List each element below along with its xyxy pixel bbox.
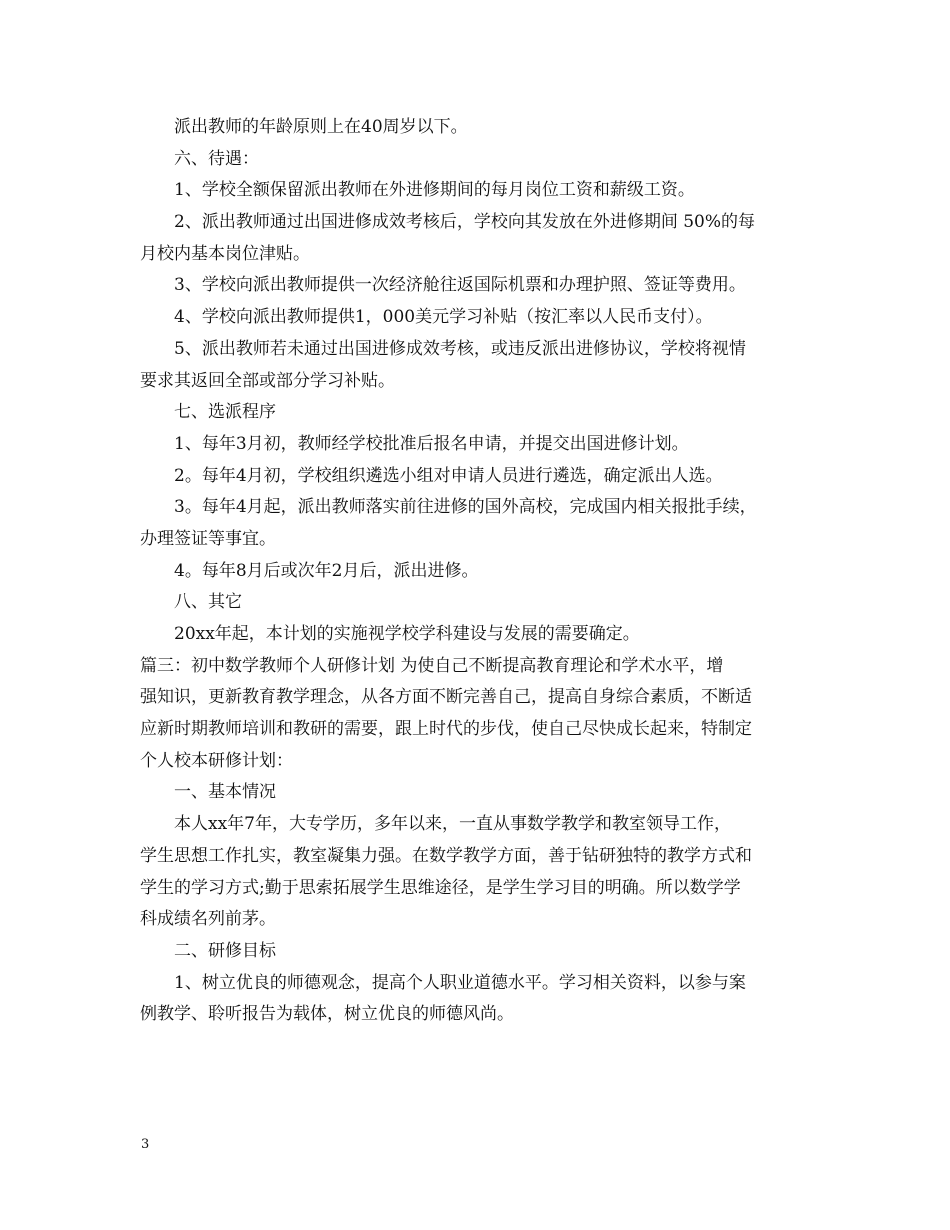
- text-line: 要求其返回全部或部分学习补贴。: [140, 370, 395, 391]
- text-line: 篇三：初中数学教师个人研修计划 为使自己不断提高教育理论和学术水平，增: [140, 655, 724, 676]
- text-line: 科成绩名列前茅。: [140, 909, 276, 930]
- text-line: 3、学校向派出教师提供一次经济舱往返国际机票和办理护照、签证等费用。: [174, 275, 746, 296]
- text-line: 1、每年3月初，教师经学校批准后报名申请，并提交出国进修计划。: [174, 433, 689, 454]
- text-line: 强知识，更新教育教学理念，从各方面不断完善自己，提高自身综合素质，不断适: [140, 687, 752, 708]
- text-line: 二、研修目标: [174, 940, 276, 961]
- text-line: 个人校本研修计划：: [140, 750, 293, 771]
- text-line: 一、基本情况: [174, 782, 276, 803]
- text-line: 1、学校全额保留派出教师在外进修期间的每月岗位工资和薪级工资。: [174, 180, 695, 201]
- text-line: 4。每年8月后或次年2月后，派出进修。: [174, 560, 479, 581]
- text-line: 1、树立优良的师德观念，提高个人职业道德水平。学习相关资料，以参与案: [174, 972, 746, 993]
- text-line: 办理签证等事宜。: [140, 528, 276, 549]
- text-line: 应新时期教师培训和教研的需要，跟上时代的步伐，使自己尽快成长起来，特制定: [140, 719, 752, 740]
- document-body: [140, 112, 830, 1031]
- text-line: 学生的学习方式;勤于思索拓展学生思维途径，是学生学习目的明确。所以数学学: [140, 877, 741, 898]
- text-line: 2、派出教师通过出国进修成效考核后，学校向其发放在外进修期间 50%的每: [174, 212, 756, 233]
- text-line: 3。每年4月起，派出教师落实前往进修的国外高校，完成国内相关报批手续，: [174, 497, 757, 518]
- text-line: 月校内基本岗位津贴。: [140, 243, 310, 264]
- text-line: 派出教师的年龄原则上在40周岁以下。: [174, 117, 468, 137]
- text-line: 例教学、聆听报告为载体，树立优良的师德风尚。: [140, 1004, 514, 1025]
- text-line: 本人xx年7年，大专学历，多年以来，一直从事数学教学和教室领导工作，: [174, 814, 731, 835]
- text-line: 学生思想工作扎实，教室凝集力强。在数学教学方面，善于钻研独特的教学方式和: [140, 845, 752, 866]
- text-line: 4、学校向派出教师提供1，000美元学习补贴（按汇率以人民币支付）。: [174, 307, 713, 328]
- text-line: 七、选派程序: [174, 402, 276, 423]
- text-line: 20xx年起，本计划的实施视学校学科建设与发展的需要确定。: [174, 624, 640, 644]
- text-line: 八、其它: [174, 592, 242, 613]
- page-number: 3: [141, 1137, 150, 1152]
- text-line: 六、待遇：: [174, 148, 259, 169]
- text-line: 5、派出教师若未通过出国进修成效考核，或违反派出进修协议，学校将视情: [174, 338, 746, 359]
- text-line: 2。每年4月初，学校组织遴选小组对申请人员进行遴选，确定派出人选。: [174, 465, 723, 486]
